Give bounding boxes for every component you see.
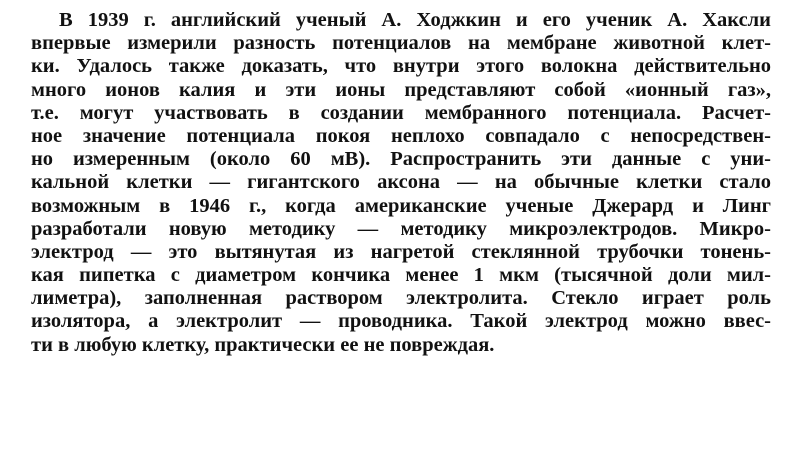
- text-line: возможным в 1946 г., когда американские ученые Джерард и Линг: [31, 194, 771, 217]
- text-line: ное значение потенциала покоя неплохо совпадало с непосредствен-: [31, 124, 771, 147]
- text-line: В 1939 г. английский ученый А. Ходжкин и его ученик А. Хаксли: [59, 9, 771, 31]
- text-line: изолятора, а электролит — проводника. Такой электрод можно ввес-: [31, 310, 771, 333]
- text-line: ти в любую клетку, практически ее не повреждая.: [31, 333, 495, 356]
- text-line: ки. Удалось также доказать, что внутри этого волокна действительно: [31, 55, 771, 78]
- text-line: электрод — это вытянутая из нагретой стеклянной трубочки тонень-: [31, 240, 771, 263]
- paragraph: [31, 9, 771, 357]
- text-line: много ионов калия и эти ионы представляют собой «ионный газ»,: [31, 78, 771, 101]
- text-line: разработали новую методику — методику микроэлектродов. Микро-: [31, 217, 771, 240]
- text-line: лиметра), заполненная раствором электролита. Стекло играет роль: [31, 287, 771, 310]
- text-line: кальной клетки — гигантского аксона — на обычные клетки стало: [31, 171, 771, 194]
- text-line: но измеренным (около 60 мВ). Распространить эти данные с уни-: [31, 148, 771, 171]
- text-line: впервые измерили разность потенциалов на мембране животной клет-: [31, 32, 771, 55]
- text-line: т.е. могут участвовать в создании мембранного потенциала. Расчет-: [31, 101, 771, 124]
- text-line: кая пипетка с диаметром кончика менее 1 мкм (тысячной доли мил-: [31, 264, 771, 287]
